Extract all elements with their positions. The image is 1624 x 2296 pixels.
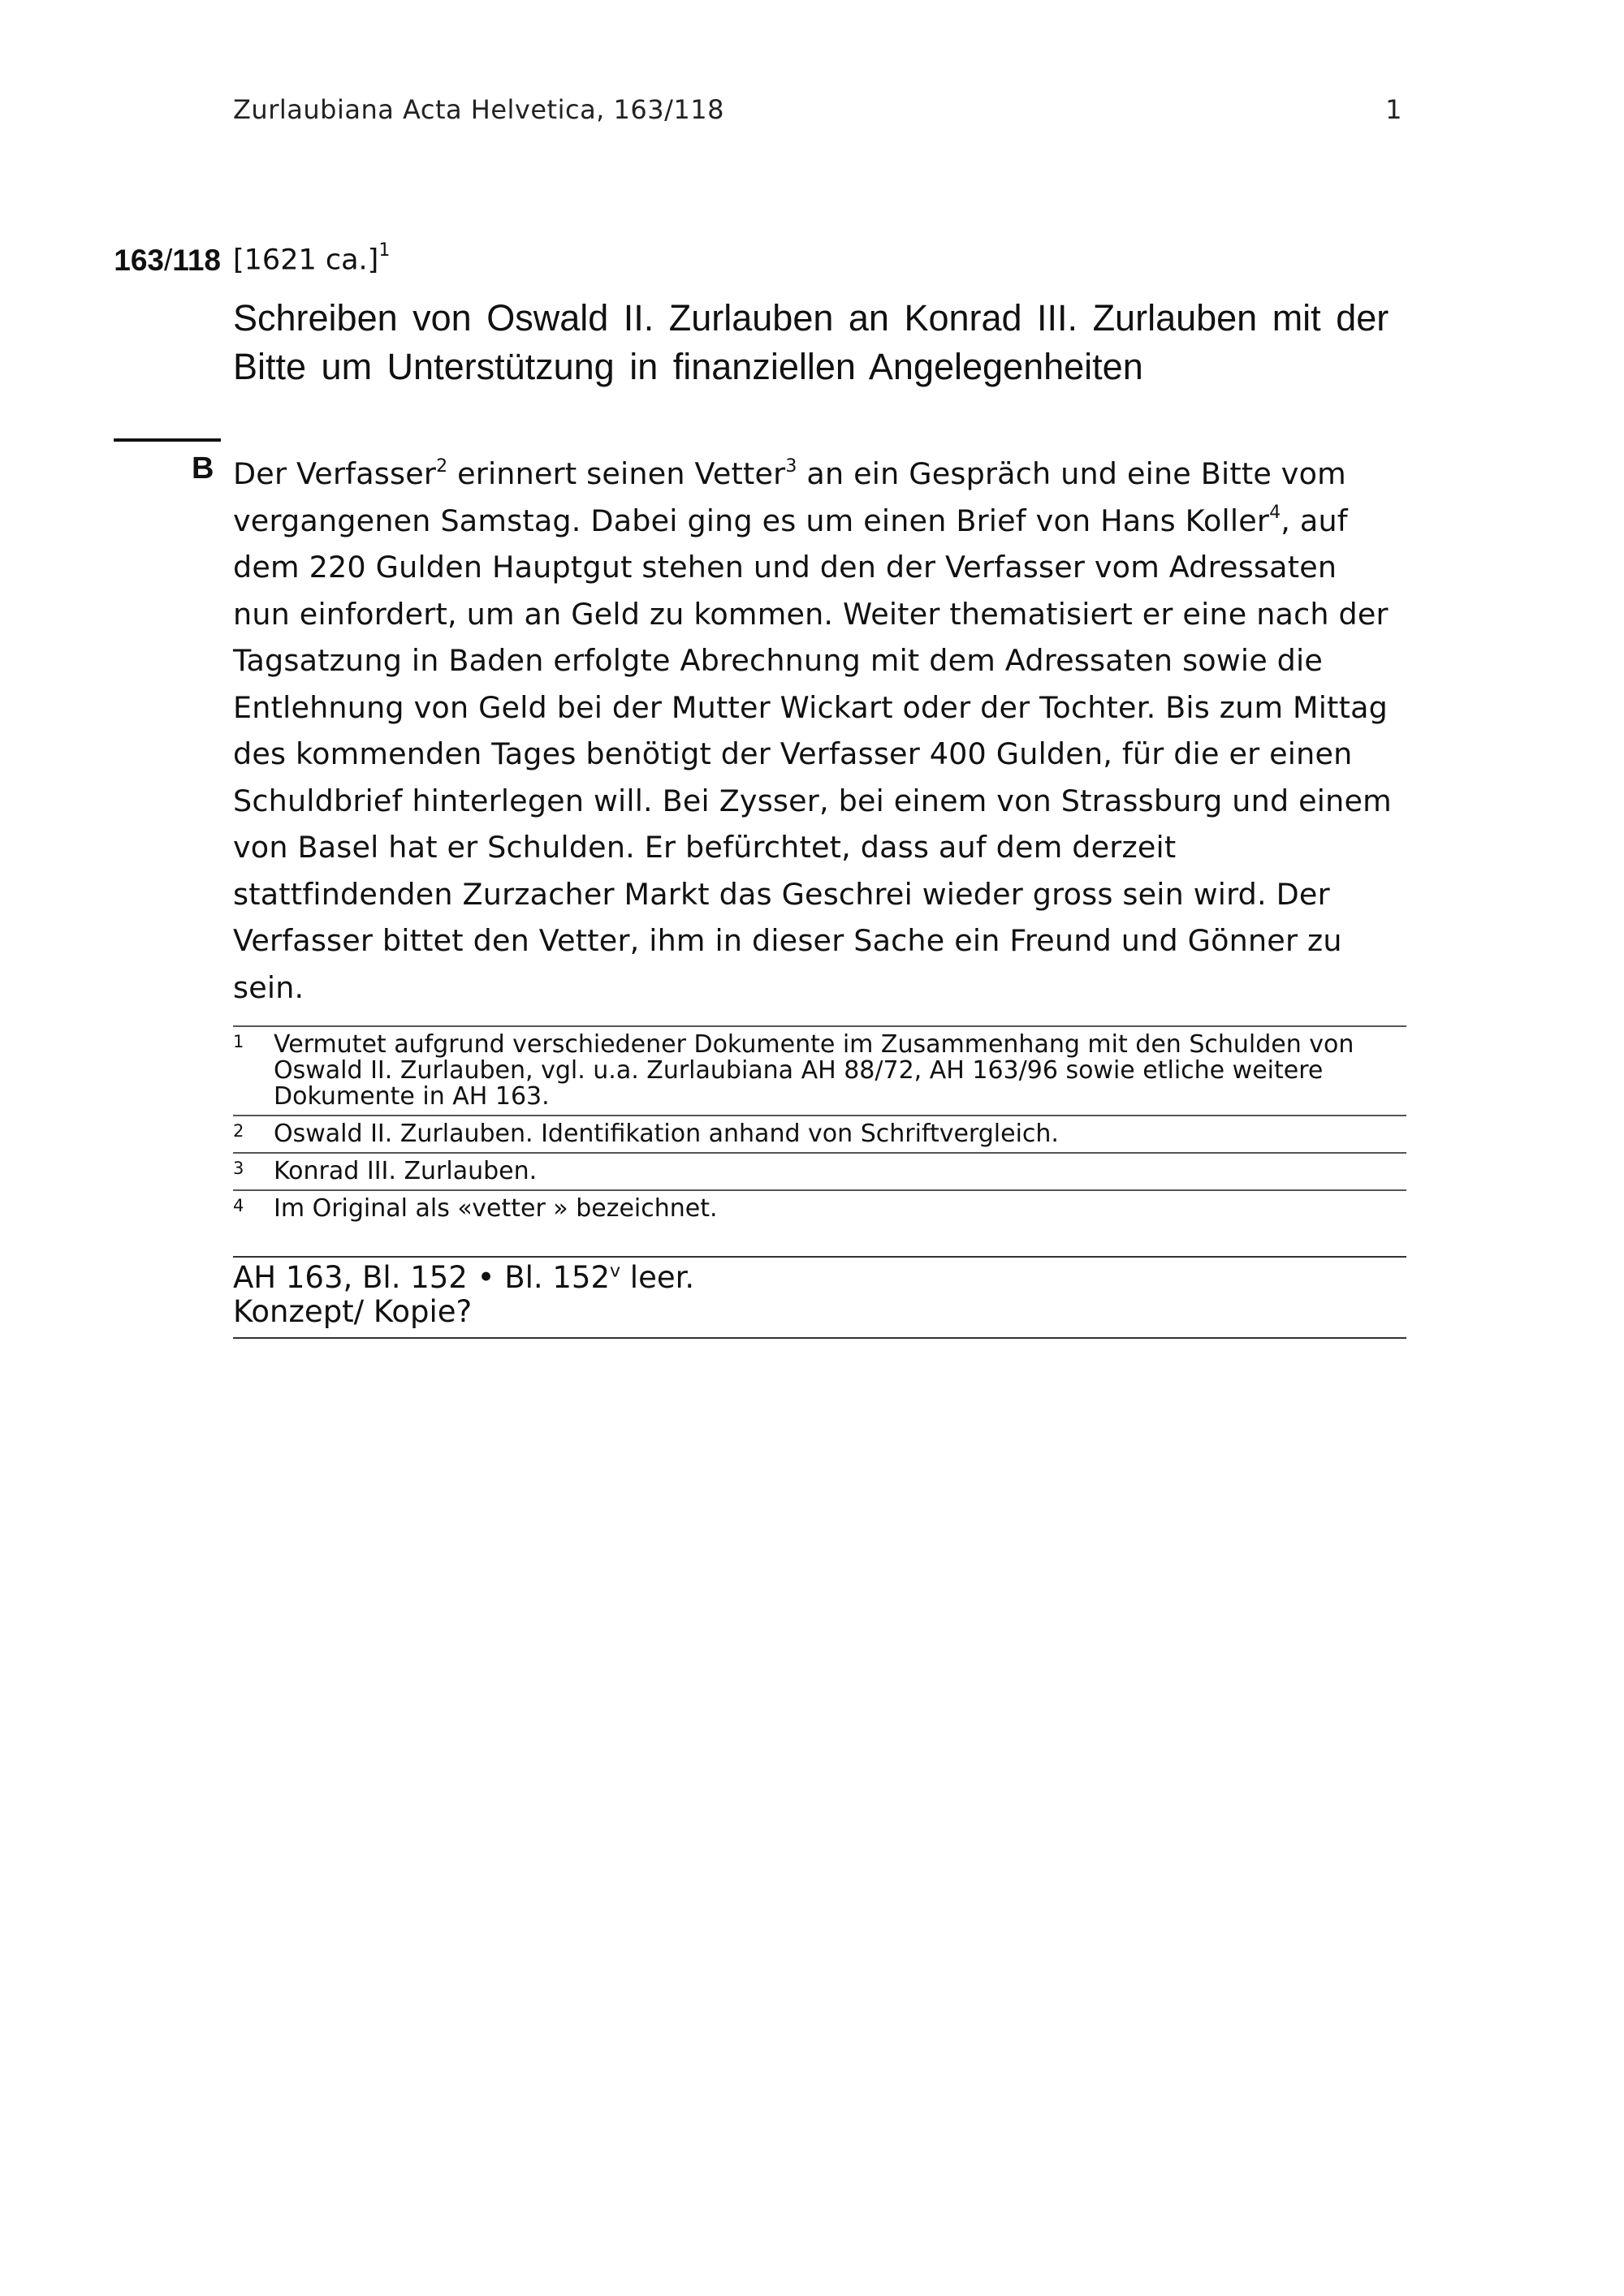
footnote-mark: 2 — [233, 1121, 244, 1141]
footnote-mark: 1 — [233, 1032, 244, 1051]
running-header — [233, 94, 1402, 125]
entry-number-sub: 118 — [172, 244, 221, 277]
verso-mark: v — [610, 1261, 621, 1282]
source-shelfmark — [233, 1261, 1406, 1295]
footnote-ref-4[interactable]: 4 — [1269, 503, 1281, 524]
entry-title: Schreiben von Oswald II. Zurlauben an Konrad III. Zurlauben mit der Bitte um Unterstützung in finanziellen Angelegenheiten — [233, 297, 1389, 387]
footnote-mark: 4 — [233, 1196, 244, 1215]
footnote-text: Im Original als «vetter » bezeichnet. — [274, 1194, 718, 1223]
source-shelfmark-note: leer. — [620, 1260, 695, 1295]
abstract-text-1: Der Verfasser — [233, 456, 437, 491]
entry-date-text: [1621 ca.] — [233, 244, 379, 277]
footnotes — [233, 1025, 1406, 1227]
abstract-text-3: an ein Gespräch und eine Bitte vom vergangenen Samstag. Dabei ging es um einen Brief von Hans Koller — [233, 456, 1346, 538]
footnote-3 — [233, 1152, 1406, 1189]
footnote-ref-3[interactable]: 3 — [785, 455, 797, 477]
entry-number-main: 163 — [114, 244, 165, 277]
footnote-text: Konrad III. Zurlauben. — [274, 1157, 538, 1185]
footnote-mark: 3 — [233, 1159, 244, 1178]
footnote-2 — [233, 1115, 1406, 1152]
entry-date — [233, 240, 391, 277]
page-number: 1 — [1385, 94, 1402, 125]
footnote-ref-1[interactable]: 1 — [378, 240, 391, 261]
footnote-text: Oswald II. Zurlauben. Identifikation anhand von Schriftvergleich. — [274, 1120, 1059, 1148]
abstract-paragraph — [233, 451, 1402, 1011]
entry-number — [91, 244, 221, 278]
margin-rule — [114, 438, 221, 442]
source-type: Konzept/ Kopie? — [233, 1294, 473, 1329]
source-info — [233, 1256, 1406, 1339]
running-title: Zurlaubiana Acta Helvetica, 163/118 — [233, 94, 724, 125]
footnote-4 — [233, 1189, 1406, 1227]
section-mark: B — [192, 451, 214, 486]
entry-number-slash: / — [164, 244, 173, 277]
abstract-text-4: , auf dem 220 Gulden Hauptgut stehen und den der Verfasser vom Adressaten nun einfordert, um an Geld zu kommen. Weiter thematisiert er eine nach der Tagsatzung in Baden erfolgte Abrechnung mit dem Adressaten sowie die Entlehnung von Geld bei der Mutter Wickart oder der Tochter. Bis zum Mittag des kommenden Tages benötigt der Verfasser 400 Gulden, für die er einen Schuldbrief hinterlegen will. Bei Zysser, bei einem von Strassburg und einem von Basel hat er Schulden. Er befürchtet, dass auf dem derzeit stattfindenden Zurzacher Markt das Geschrei wieder gross sein wird. Der Verfasser bittet den Vetter, ihm in dieser Sache ein Freund und Gönner zu sein. — [233, 503, 1392, 1005]
footnote-text: Vermutet aufgrund verschiedener Dokumente im Zusammenhang mit den Schulden von Oswald II. Zurlauben, vgl. u.a. Zurlaubiana AH 88/72, AH 163/96 sowie etliche weitere Dokumente in AH 163. — [274, 1030, 1354, 1111]
footnote-ref-2[interactable]: 2 — [436, 455, 448, 477]
source-shelfmark-text: AH 163, Bl. 152 • Bl. 152 — [233, 1260, 610, 1295]
abstract-text-2: erinnert seinen Vetter — [447, 456, 786, 491]
footnote-1 — [233, 1025, 1406, 1115]
